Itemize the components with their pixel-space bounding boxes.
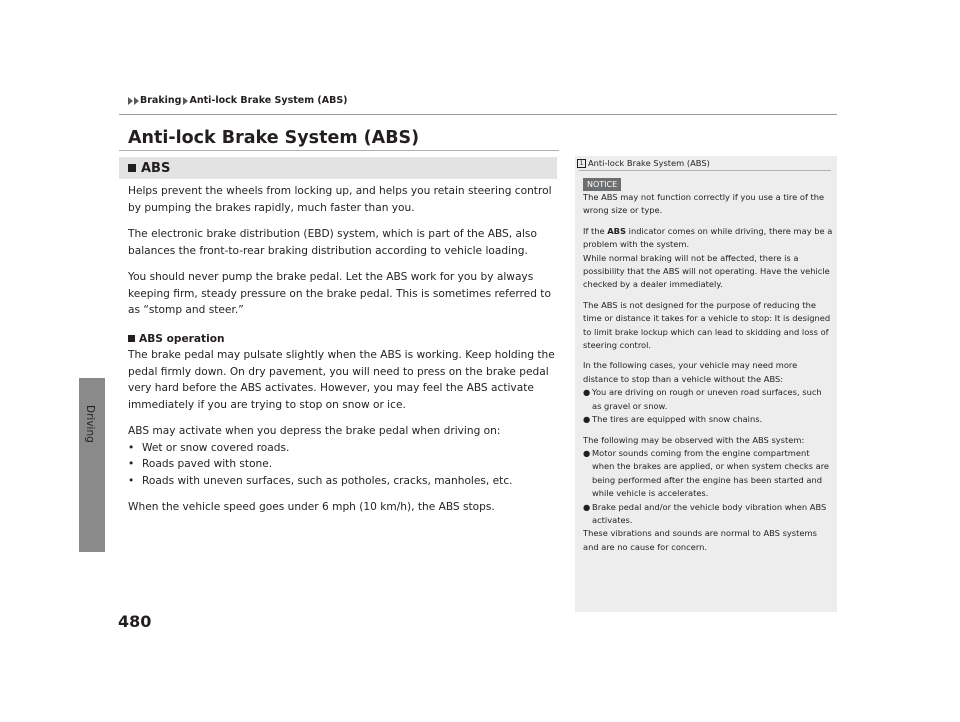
main-content — [128, 183, 560, 526]
paragraph: The electronic brake distribution (EBD) system, which is part of the ABS, also balances the front-to-rear braking distribution according to vehicle loading. — [128, 228, 537, 257]
breadcrumb-item-abs: Anti-lock Brake System (ABS) — [189, 95, 348, 106]
list-item: ● You are driving on rough or uneven road surfaces, such as gravel or snow. — [583, 387, 822, 411]
square-bullet-icon — [128, 335, 135, 342]
list-item: • Wet or snow covered roads. — [128, 441, 290, 454]
square-bullet-icon — [128, 164, 136, 172]
sidebar-paragraph: If the ABS indicator comes on while driving, there may be a problem with the system. — [583, 225, 833, 250]
paragraph: The brake pedal may pulsate slightly when the ABS is working. Keep holding the pedal firmly down. On dry pavement, you will need to press on the brake pedal very hard before the ABS activates. However, you may feel the ABS activate immediately if you are trying to stop on snow or ice. — [128, 349, 555, 411]
paragraph: Helps prevent the wheels from locking up, and helps you retain steering control by pumping the brakes rapidly, much faster than you. — [128, 185, 552, 214]
header-rule — [119, 114, 837, 115]
sidebar-paragraph: The ABS is not designed for the purpose of reducing the time or distance it takes for a vehicle to stop: It is designed to limit brake lockup which can lead to skidding and loss of steering control. — [583, 299, 831, 351]
title-rule — [119, 150, 559, 151]
list-item: • Roads with uneven surfaces, such as potholes, cracks, manholes, etc. — [128, 474, 513, 487]
breadcrumb — [128, 95, 350, 106]
paragraph: ABS may activate when you depress the brake pedal when driving on: — [128, 425, 501, 437]
section-heading: ABS — [141, 160, 171, 176]
notice-badge: NOTICE — [583, 178, 621, 191]
sidebar-paragraph: While normal braking will not be affected, there is a possibility that the ABS will not operating. Have the vehicle checked by a dealer immediately. — [583, 252, 830, 290]
list-item: ● Brake pedal and/or the vehicle body vibration when ABS activates. — [583, 501, 827, 525]
paragraph: When the vehicle speed goes under 6 mph (10 km/h), the ABS stops. — [128, 501, 495, 513]
sidebar-paragraph: In the following cases, your vehicle may need more distance to stop than a vehicle without the ABS: — [583, 360, 798, 384]
sidebar-body — [583, 191, 833, 561]
arrow-right-icon — [134, 97, 139, 105]
list-item: ● The tires are equipped with snow chains. — [583, 414, 763, 425]
subheading-abs-operation: ABS operation — [128, 331, 560, 348]
side-tab-label: Driving — [84, 405, 96, 443]
list-item: ● Motor sounds coming from the engine compartment when the brakes are applied, or when system checks are being performed after the engine has been started and while vehicle is accelerates. — [583, 447, 830, 499]
list-item: • Roads paved with stone. — [128, 458, 273, 470]
notice-text: The ABS may not function correctly if you use a tire of the wrong size or type. — [583, 192, 825, 216]
section-heading-bar — [119, 157, 557, 179]
arrow-right-icon — [183, 97, 188, 105]
sidebar-rule — [579, 170, 831, 171]
sidebar-paragraph: These vibrations and sounds are normal to ABS systems and are no cause for concern. — [583, 528, 817, 552]
page-number: 480 — [118, 612, 152, 631]
breadcrumb-item-braking: Braking — [140, 95, 182, 106]
sidebar-paragraph: The following may be observed with the ABS system: — [583, 434, 805, 445]
sidebar-title: 1 Anti-lock Brake System (ABS) — [577, 158, 710, 168]
reference-icon: 1 — [577, 159, 586, 168]
page-title: Anti-lock Brake System (ABS) — [128, 128, 420, 148]
arrow-right-icon — [128, 97, 133, 105]
paragraph: You should never pump the brake pedal. Let the ABS work for you by always keeping firm, steady pressure on the brake pedal. This is sometimes referred to as “stomp and steer.” — [128, 271, 551, 316]
